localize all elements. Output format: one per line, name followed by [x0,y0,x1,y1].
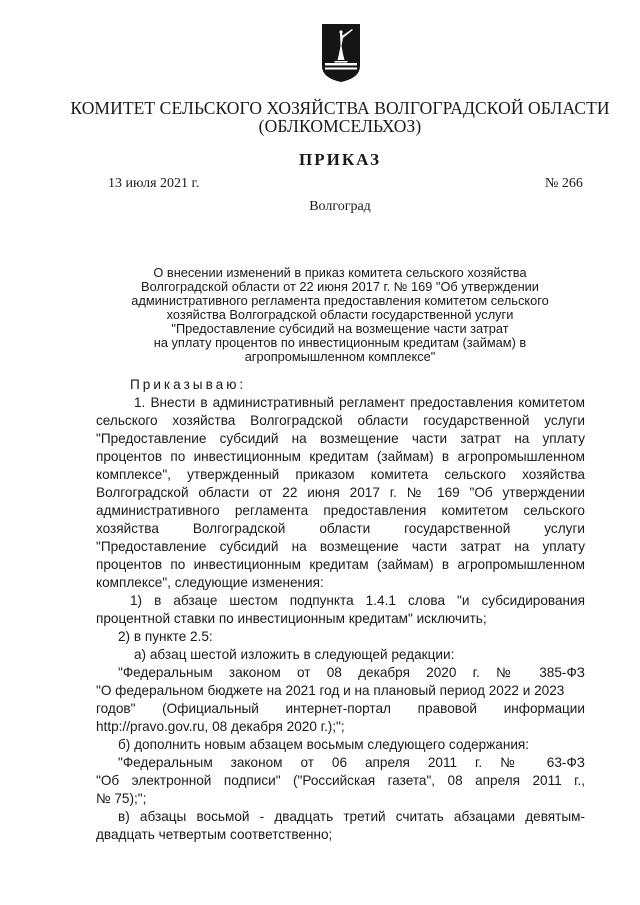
body-line: сельского хозяйства Волгоградской области государственной услуги [96,413,585,428]
title-line: административного регламента предоставления комитетом сельского [131,293,549,308]
body-line: годов" (Официальный интернет-портал правовой информации [96,701,585,716]
body-line: в) абзацы восьмой - двадцать третий считать абзацами девятым- [118,809,585,824]
title-line: хозяйства Волгоградской области государственной услуги [166,307,514,322]
order-statement: Приказываю: [130,377,247,392]
body-line: Волгоградской области от 22 июня 2017 г. № 169 "Об утверждении [96,485,585,500]
body-line: б) дополнить новым абзацем восьмым следующего содержания: [118,737,530,752]
body-line: а) абзац шестой изложить в следующей редакции: [134,647,455,662]
body-line: "Предоставление субсидий на возмещение части затрат на уплату [96,431,585,446]
organization-abbreviation: (ОБЛКОМСЕЛЬХОЗ) [258,116,422,136]
body-line: № 75);"; [96,791,147,806]
organization-name: КОМИТЕТ СЕЛЬСКОГО ХОЗЯЙСТВА ВОЛГОГРАДСКОЙ ОБЛАСТИ [70,98,610,118]
title-line: агропромышленном комплексе" [244,349,436,364]
document-date: 13 июля 2021 г. [108,176,200,191]
document-body [96,376,585,844]
body-line: процентов по инвестиционным кредитам (займам) в агропромышленном [96,557,585,572]
body-line: "Федеральным законом от 08 декабря 2020 г. № 385-ФЗ [118,665,585,680]
body-line: 1) в абзаце шестом подпункта 1.4.1 слова "и субсидирования [130,593,585,608]
body-line: хозяйства Волгоградской области государственной услуги [96,521,585,536]
body-line: процентной ставки по инвестиционным кредитам" исключить; [96,611,487,626]
body-line: 2) в пункте 2.5: [118,629,213,644]
body-line: двадцать четвертым соответственно; [96,827,333,842]
body-line: процентов по инвестиционным кредитам (займам) в агропромышленном [96,449,585,464]
body-line: "Федеральным законом от 06 апреля 2011 г. № 63-ФЗ [118,755,585,770]
body-line: административного регламента предоставления комитетом сельского [96,503,585,518]
body-line: "Предоставление субсидий на возмещение части затрат на уплату [96,539,585,554]
body-line: "Об электронной подписи" ("Российская газета", 08 апреля 2011 г., [96,773,585,788]
body-line: 1. Внести в административный регламент предоставления комитетом [134,395,585,410]
title-line: на уплату процентов по инвестиционным кредитам (займам) в [153,335,527,350]
body-line: http://pravo.gov.ru, 08 декабря 2020 г.);"; [96,719,345,734]
document-city: Волгоград [309,199,371,214]
body-line: комплексе", следующие изменения: [96,575,324,590]
title-line: О внесении изменений в приказ комитета сельского хозяйства [153,265,527,280]
document-number: № 266 [545,176,583,191]
volgograd-emblem-icon [322,24,360,82]
body-line: комплексе", утвержденный приказом комитета сельского хозяйства [96,467,585,482]
document-type-heading: ПРИКАЗ [299,150,381,169]
title-line: Волгоградской области от 22 июня 2017 г. № 169 "Об утверждении [141,279,539,294]
document-title [98,266,582,364]
title-line: "Предоставление субсидий на возмещение части затрат [171,321,509,336]
body-line: "О федеральном бюджете на 2021 год и на плановый период 2022 и 2023 [96,683,565,698]
